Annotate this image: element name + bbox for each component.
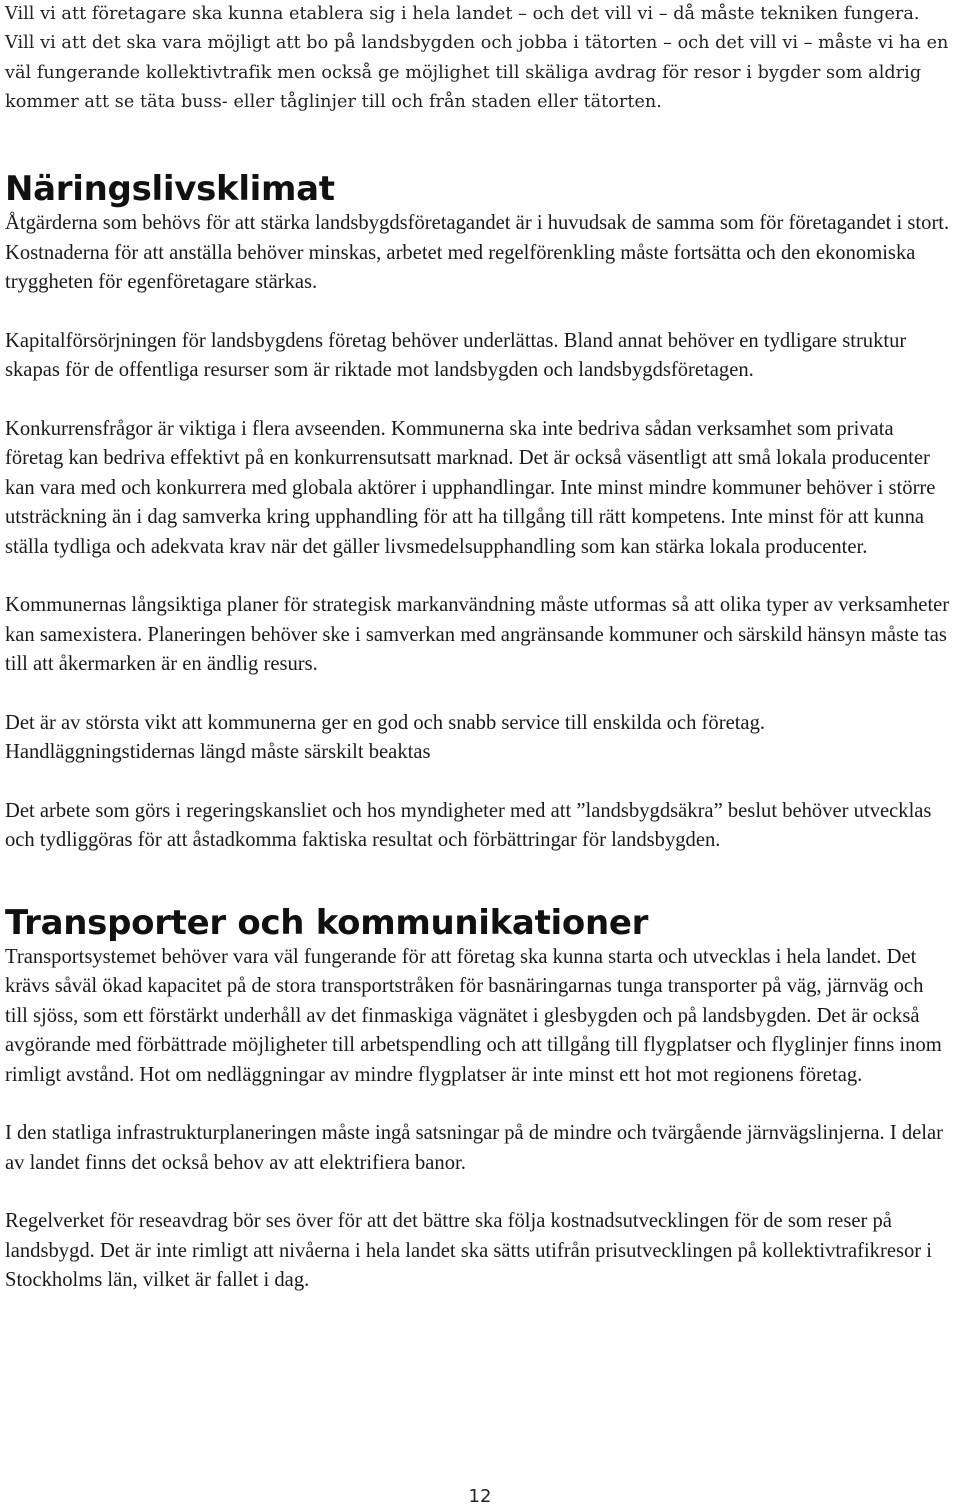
paragraph: I den statliga infrastrukturplaneringen måste ingå satsningar på de mindre och tvärgående järnvägslinjerna. I delar av landet finns det också behov av att elektrifiera banor. <box>5 1122 944 1174</box>
paragraph: Regelverket för reseavdrag bör ses över för att det bättre ska följa kostnadsutvecklingen för de som reser på landsbygd. Det är inte rimligt att nivåerna i hela landet ska sätts utifrån prisutvecklingen på kollektivtrafikresor i Stockholms län, vilket är fallet i dag. <box>5 1210 933 1292</box>
section-heading-naringslivsklimat: Näringslivsklimat <box>5 169 335 210</box>
intro-paragraph: Vill vi att företagare ska kunna etablera sig i hela landet – och det vill vi – då måste tekniken fungera. Vill vi att det ska vara möjligt att bo på landsbygden och jobba i tätorten – och det vill vi – måste vi ha en väl fungerande kollektivtrafik men också ge möjlighet till skäliga avdrag för resor i bygder som aldrig kommer att se täta buss- eller tåglinjer till och från staden eller tätorten. <box>5 4 949 112</box>
section-naringslivsklimat <box>5 169 950 856</box>
section-heading-transporter: Transporter och kommunikationer <box>5 902 649 943</box>
paragraph: Åtgärderna som behövs för att stärka landsbygdsföretagandet är i huvudsak de samma som för företagandet i stort. Kostnaderna för att anställa behöver minskas, arbetet med regelförenkling måste fortsätta och den ekonomiska tryggheten för egenföretagare stärkas. <box>5 212 950 294</box>
paragraph: Det arbete som görs i regeringskansliet och hos myndigheter med att ”landsbygdsäkra” beslut behöver utvecklas och tydliggöras för att åstadkomma faktiska resultat och förbättringar för landsbygden. <box>5 799 932 852</box>
paragraph: Kommunernas långsiktiga planer för strategisk markanvändning måste utformas så att olika typer av verksamheter kan samexistera. Planeringen behöver ske i samverkan med angränsande kommuner och särskild hänsyn måste tas till att åkermarken är en ändlig resurs. <box>5 594 950 676</box>
paragraph: Det är av största vikt att kommunerna ger en god och snabb service till enskilda och företag. Handläggningstidernas längd måste särskilt beaktas <box>5 711 766 764</box>
section-transporter <box>5 903 950 1296</box>
page-number: 12 <box>468 1486 492 1507</box>
paragraph: Kapitalförsörjningen för landsbygdens företag behöver underlättas. Bland annat behöver en tydligare struktur skapas för de offentliga resurser som är riktade mot landsbygden och landsbygdsföretagen. <box>5 329 907 382</box>
paragraph: Konkurrensfrågor är viktiga i flera avseenden. Kommunerna ska inte bedriva sådan verksamhet som privata företag kan bedriva effektivt på en konkurrensutsatt marknad. Det är också väsentligt att små lokala producenter kan vara med och konkurrera med globala aktörer i upphandlingar. Inte minst mindre kommuner behöver i större utsträckning än i dag samverka kring upphandling för att ha tillgång till rätt kompetens. Inte minst för att kunna ställa tydliga och adekvata krav när det gäller livsmedelsupphandling som kan stärka lokala producenter. <box>5 417 936 558</box>
paragraph: Transportsystemet behöver vara väl fungerande för att företag ska kunna starta och utvecklas i hela landet. Det krävs såväl ökad kapacitet på de stora transportstråken för basnäringarnas tunga transporter på väg, järnväg och till sjöss, som ett förstärkt underhåll av det finmaskiga vägnätet i glesbygden och på landsbygden. Det är också avgörande med förbättrade möjligheter till arbetspendling och att tillgång till flygplatser och flyglinjer finns inom rimligt avstånd. Hot om nedläggningar av mindre flygplatser är inte minst ett hot mot regionens företag. <box>5 945 942 1086</box>
